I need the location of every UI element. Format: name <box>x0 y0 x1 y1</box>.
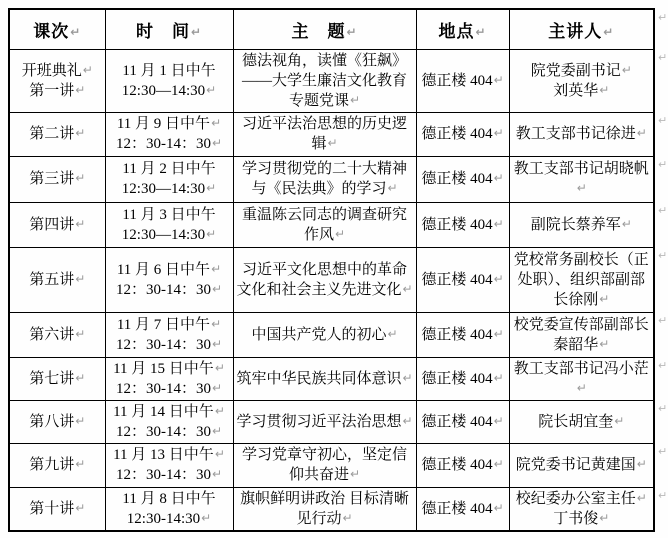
column-header <box>9 9 105 49</box>
time-text: 12：30-14：30 <box>115 423 211 440</box>
cell-session <box>9 400 105 443</box>
topic-text: 学习贯彻习近平法治思想 <box>236 413 402 430</box>
speaker-text: 教工支部书记胡晓帆 <box>513 161 649 177</box>
paragraph-mark-icon: ↵ <box>614 413 625 428</box>
paragraph-mark-icon: ↵ <box>214 447 225 461</box>
paragraph-mark-icon: ↵ <box>402 370 413 385</box>
time-text: 11 月 3 日中午 <box>122 206 216 223</box>
cell-topic <box>233 247 416 312</box>
time-text: 12：30-14：30 <box>115 336 211 353</box>
topic-text: 学习贯彻党的二十大精神与《民法典》的学习 <box>241 161 407 197</box>
time-text: 12:30-14:30 <box>126 510 201 527</box>
session-text: 第七讲 <box>29 370 75 387</box>
cell-time <box>105 357 233 400</box>
paragraph-mark-icon: ↵ <box>75 457 86 471</box>
session-text: 第四讲 <box>29 216 75 233</box>
column-header <box>416 9 509 49</box>
paragraph-mark-icon: ↵ <box>603 24 615 39</box>
cell-session <box>9 49 105 112</box>
speaker-text: 院党委副书记 <box>530 62 621 79</box>
column-header-label: 课次 <box>33 21 70 41</box>
paragraph-mark-icon: ↵ <box>206 226 217 241</box>
session-text: 第八讲 <box>29 413 75 430</box>
row-end-mark-icon: ↵ <box>658 314 668 327</box>
session-text: 第六讲 <box>29 326 75 343</box>
session-text: 第九讲 <box>29 457 75 473</box>
paragraph-mark-icon: ↵ <box>75 216 86 231</box>
paragraph-mark-icon: ↵ <box>493 126 504 140</box>
cell-time <box>105 247 233 312</box>
paragraph-mark-icon: ↵ <box>493 413 504 428</box>
session-text: 第十讲 <box>29 500 75 517</box>
paragraph-mark-icon: ↵ <box>214 360 225 375</box>
topic-text: 旗帜鲜明讲政治 目标清晰见行动 <box>240 490 409 527</box>
paragraph-mark-icon: ↵ <box>206 82 217 97</box>
paragraph-mark-icon: ↵ <box>402 281 413 296</box>
time-text: 12：30-14：30 <box>115 380 211 397</box>
paragraph-mark-icon: ↵ <box>75 126 86 140</box>
topic-text: 重温陈云同志的调查研究作风 <box>241 206 407 243</box>
paragraph-mark-icon: ↵ <box>211 336 223 351</box>
location-text: 德正楼 404 <box>421 216 493 233</box>
cell-speaker <box>509 312 654 357</box>
topic-text: 习近平文化思想中的革命文化和社会主义先进文化 <box>236 261 407 298</box>
topic-text: 德法视角，读懂《狂飙》——大学生廉洁文化教育专题党课 <box>241 52 407 109</box>
table-row <box>9 156 654 202</box>
cell-time <box>105 400 233 443</box>
cell-speaker <box>509 357 654 400</box>
paragraph-mark-icon: ↵ <box>493 72 504 87</box>
cell-topic <box>233 112 416 156</box>
cell-speaker <box>509 49 654 112</box>
speaker-text: 丁书俊 <box>553 510 599 527</box>
cell-location <box>416 312 509 357</box>
time-text: 12:30—14:30 <box>121 82 206 99</box>
cell-session <box>9 312 105 357</box>
row-end-mark-icon: ↵ <box>658 402 668 415</box>
time-text: 11 月 9 日中午 <box>116 116 211 132</box>
cell-location <box>416 49 509 112</box>
session-text: 开班典礼 <box>21 62 82 79</box>
row-end-mark-icon: ↵ <box>658 51 668 64</box>
paragraph-mark-icon: ↵ <box>493 216 504 231</box>
cell-speaker <box>509 247 654 312</box>
paragraph-mark-icon: ↵ <box>599 82 610 97</box>
location-text: 德正楼 404 <box>421 271 493 288</box>
column-header <box>509 9 654 49</box>
paragraph-mark-icon: ↵ <box>75 82 86 97</box>
table-row <box>9 49 654 112</box>
paragraph-mark-icon: ↵ <box>349 92 361 107</box>
time-text: 12：30-14：30 <box>115 136 211 152</box>
paragraph-mark-icon: ↵ <box>75 413 86 428</box>
table-row <box>9 247 654 312</box>
paragraph-mark-icon: ↵ <box>206 181 217 195</box>
session-text: 第五讲 <box>29 271 75 288</box>
location-text: 德正楼 404 <box>421 72 493 89</box>
cell-session <box>9 443 105 487</box>
speaker-text: 院长胡宜奎 <box>538 413 614 430</box>
time-text: 11 月 8 日中午 <box>122 490 216 507</box>
schedule-table <box>8 8 655 532</box>
paragraph-mark-icon: ↵ <box>493 457 504 471</box>
paragraph-mark-icon: ↵ <box>621 216 632 231</box>
table-row <box>9 112 654 156</box>
paragraph-mark-icon: ↵ <box>75 326 86 341</box>
paragraph-mark-icon: ↵ <box>201 510 212 525</box>
column-header-label: 主 题 <box>291 21 346 41</box>
cell-speaker <box>509 112 654 156</box>
speaker-text: 校纪委办公室主任 <box>515 490 636 507</box>
time-text: 12：30-14：30 <box>115 281 211 298</box>
time-text: 11 月 13 日中午 <box>113 447 214 463</box>
cell-time <box>105 487 233 531</box>
cell-location <box>416 357 509 400</box>
cell-time <box>105 443 233 487</box>
table-header <box>9 9 654 49</box>
cell-time <box>105 202 233 247</box>
cell-location <box>416 247 509 312</box>
time-text: 12：30-14：30 <box>115 467 211 483</box>
cell-location <box>416 443 509 487</box>
speaker-text: 党校常务副校长（正处职）、组织部副部长徐刚 <box>513 251 649 308</box>
location-text: 德正楼 404 <box>421 171 493 187</box>
paragraph-mark-icon: ↵ <box>636 126 647 140</box>
cell-session <box>9 357 105 400</box>
row-end-mark-icon: ↵ <box>658 445 668 458</box>
time-text: 11 月 2 日中午 <box>122 161 216 177</box>
table-row <box>9 312 654 357</box>
column-header-label: 时 间 <box>135 21 190 41</box>
paragraph-mark-icon: ↵ <box>82 62 93 77</box>
row-end-mark-icon: ↵ <box>658 204 668 217</box>
time-text: 11 月 7 日中午 <box>116 316 211 333</box>
location-text: 德正楼 404 <box>421 370 493 387</box>
paragraph-mark-icon: ↵ <box>75 271 86 286</box>
paragraph-mark-icon: ↵ <box>621 62 632 77</box>
speaker-text: 副院长蔡养军 <box>530 216 621 233</box>
paragraph-mark-icon: ↵ <box>70 24 82 39</box>
paragraph-mark-icon: ↵ <box>576 380 587 395</box>
cell-location <box>416 202 509 247</box>
time-text: 11 月 1 日中午 <box>122 62 216 79</box>
table-row <box>9 202 654 247</box>
paragraph-mark-icon: ↵ <box>211 136 223 150</box>
time-text: 12:30—14:30 <box>121 181 206 197</box>
location-text: 德正楼 404 <box>421 413 493 430</box>
paragraph-mark-icon: ↵ <box>599 291 610 306</box>
column-header-label: 地点 <box>438 21 475 41</box>
paragraph-mark-icon: ↵ <box>327 136 338 150</box>
paragraph-mark-icon: ↵ <box>211 467 223 481</box>
column-header-label: 主讲人 <box>548 21 603 41</box>
paragraph-mark-icon: ↵ <box>493 326 504 341</box>
cell-speaker <box>509 487 654 531</box>
session-text: 第二讲 <box>29 126 75 142</box>
paragraph-mark-icon: ↵ <box>334 226 346 241</box>
paragraph-mark-icon: ↵ <box>211 423 223 438</box>
topic-text: 习近平法治思想的历史逻辑 <box>241 116 407 152</box>
row-end-mark-icon: ↵ <box>658 114 668 127</box>
location-text: 德正楼 404 <box>421 457 493 473</box>
paragraph-mark-icon: ↵ <box>211 281 223 296</box>
paragraph-mark-icon: ↵ <box>493 370 504 385</box>
cell-session <box>9 112 105 156</box>
paragraph-mark-icon: ↵ <box>475 24 487 39</box>
cell-session <box>9 202 105 247</box>
paragraph-mark-icon: ↵ <box>636 457 647 471</box>
paragraph-mark-icon: ↵ <box>211 316 222 331</box>
location-text: 德正楼 404 <box>421 500 493 517</box>
column-header <box>233 9 416 49</box>
cell-location <box>416 400 509 443</box>
cell-topic <box>233 202 416 247</box>
location-text: 德正楼 404 <box>421 326 493 343</box>
header-row <box>9 9 654 49</box>
speaker-text: 院党委书记黄建国 <box>515 457 636 473</box>
cell-time <box>105 312 233 357</box>
table-body <box>9 49 654 531</box>
cell-topic <box>233 487 416 531</box>
topic-text: 筑牢中华民族共同体意识 <box>236 370 402 387</box>
row-end-mark-icon: ↵ <box>658 249 668 262</box>
paragraph-mark-icon: ↵ <box>493 500 504 515</box>
table-row <box>9 357 654 400</box>
cell-topic <box>233 357 416 400</box>
cell-time <box>105 112 233 156</box>
cell-topic <box>233 49 416 112</box>
paragraph-mark-icon: ↵ <box>576 181 587 195</box>
paragraph-mark-icon: ↵ <box>349 467 361 481</box>
table-container <box>8 8 668 532</box>
session-text: 第三讲 <box>29 171 75 187</box>
speaker-text: 校党委宣传部副部长秦韶华 <box>513 316 649 353</box>
cell-location <box>416 112 509 156</box>
paragraph-mark-icon: ↵ <box>636 490 647 505</box>
paragraph-mark-icon: ↵ <box>211 116 222 130</box>
cell-time <box>105 49 233 112</box>
paragraph-mark-icon: ↵ <box>75 500 86 515</box>
time-text: 11 月 14 日中午 <box>113 403 214 420</box>
paragraph-mark-icon: ↵ <box>387 181 398 195</box>
paragraph-mark-icon: ↵ <box>342 510 353 525</box>
speaker-text: 刘英华 <box>553 82 599 99</box>
paragraph-mark-icon: ↵ <box>75 171 86 185</box>
cell-time <box>105 156 233 202</box>
paragraph-mark-icon: ↵ <box>214 403 225 418</box>
cell-location <box>416 487 509 531</box>
location-text: 德正楼 404 <box>421 126 493 142</box>
cell-location <box>416 156 509 202</box>
cell-topic <box>233 400 416 443</box>
session-text: 第一讲 <box>29 82 75 99</box>
topic-text: 学习党章守初心，坚定信仰共奋进 <box>241 447 407 483</box>
table-row <box>9 443 654 487</box>
paragraph-mark-icon: ↵ <box>346 24 358 39</box>
paragraph-mark-icon: ↵ <box>493 171 504 185</box>
cell-speaker <box>509 400 654 443</box>
cell-topic <box>233 312 416 357</box>
paragraph-mark-icon: ↵ <box>75 370 86 385</box>
paragraph-mark-icon: ↵ <box>599 510 610 525</box>
row-end-mark-icon: ↵ <box>658 158 668 171</box>
cell-speaker <box>509 156 654 202</box>
cell-session <box>9 487 105 531</box>
paragraph-mark-icon: ↵ <box>387 326 398 341</box>
paragraph-mark-icon: ↵ <box>402 413 413 428</box>
paragraph-mark-icon: ↵ <box>211 261 222 276</box>
column-header <box>105 9 233 49</box>
row-end-mark-icon: ↵ <box>658 359 668 372</box>
row-end-mark-icon: ↵ <box>658 489 668 502</box>
speaker-text: 教工支部书记冯小茫 <box>513 360 649 377</box>
cell-session <box>9 156 105 202</box>
cell-speaker <box>509 443 654 487</box>
row-end-mark-icon: ↵ <box>658 11 668 24</box>
paragraph-mark-icon: ↵ <box>493 271 504 286</box>
table-row <box>9 400 654 443</box>
cell-topic <box>233 443 416 487</box>
paragraph-mark-icon: ↵ <box>599 336 610 351</box>
topic-text: 中国共产党人的初心 <box>251 326 387 343</box>
cell-session <box>9 247 105 312</box>
cell-speaker <box>509 202 654 247</box>
table-row <box>9 487 654 531</box>
time-text: 11 月 15 日中午 <box>113 360 214 377</box>
paragraph-mark-icon: ↵ <box>211 380 223 395</box>
speaker-text: 教工支部书记徐进 <box>515 126 636 142</box>
time-text: 11 月 6 日中午 <box>116 261 211 278</box>
time-text: 12:30—14:30 <box>121 226 206 243</box>
cell-topic <box>233 156 416 202</box>
paragraph-mark-icon: ↵ <box>190 24 203 39</box>
